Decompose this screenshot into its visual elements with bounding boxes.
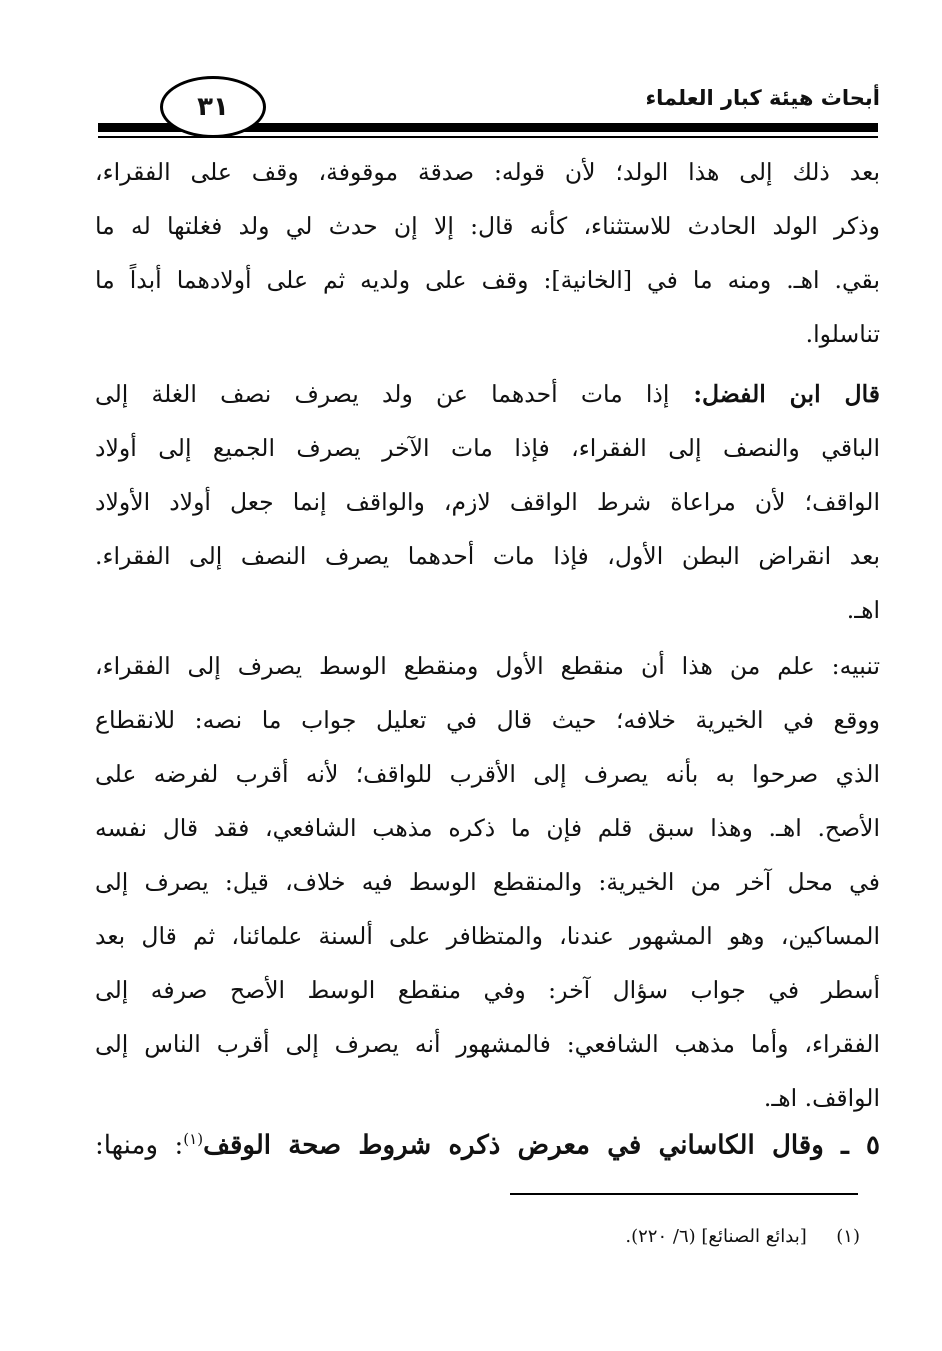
text-line: بقي. اهـ. ومنه ما في [الخانية]: وقف على ولديه ثم على أولادهما أبداً ما — [95, 266, 880, 294]
footnote-reference: (١) — [183, 1130, 204, 1148]
text-line: الواقف؛ لأن مراعاة شرط الواقف لازم، والواقف إنما جعل أولاد الأولاد — [95, 488, 880, 516]
page-number-text: ٣١ — [197, 92, 229, 122]
text-line: أسطر في جواب سؤال آخر: وفي منقطع الوسط الأصح صرفه إلى — [95, 976, 880, 1004]
text-line: تناسلوا. — [805, 320, 880, 348]
text-line: وذكر الولد الحادث للاستثناء، كأنه قال: إلا إن حدث لي ولد فغلتها له ما — [95, 212, 880, 240]
text-line: الذي صرحوا به بأنه يصرف إلى الأقرب للواقف؛ لأنه أقرب لفرضه على — [95, 760, 880, 788]
page-number — [160, 76, 266, 138]
footnote-text: [بدائع الصنائع] (٦/ ٢٢٠). — [625, 1226, 807, 1247]
section-heading — [95, 1130, 880, 1162]
heading-tail: : ومنها: — [95, 1130, 184, 1161]
text-line: بعد انقراض البطن الأول، فإذا مات أحدهما يصرف النصف إلى الفقراء. — [95, 542, 880, 570]
text-line: بعد ذلك إلى هذا الولد؛ لأن قوله: صدقة موقوفة، وقف على الفقراء، — [95, 158, 880, 186]
text-line: تنبيه: علم من هذا أن منقطع الأول ومنقطع الوسط يصرف إلى الفقراء، — [95, 652, 880, 680]
footnote-marker: (١) — [836, 1226, 860, 1247]
text-line: الباقي والنصف إلى الفقراء، فإذا مات الآخر يصرف الجميع إلى أولاد — [95, 434, 880, 462]
text-line — [95, 380, 880, 408]
text-line: اهـ. — [846, 596, 880, 624]
footnote — [625, 1226, 860, 1247]
text-line-body: إذا مات أحدهما عن ولد يصرف نصف الغلة إلى — [95, 380, 670, 408]
text-line: المساكين، وهو المشهور عندنا، والمتظافر على ألسنة علمائنا، ثم قال بعد — [95, 922, 880, 950]
running-title: أبحاث هيئة كبار العلماء — [645, 86, 880, 110]
speaker-lead: قال ابن الفضل: — [669, 380, 880, 408]
heading-text: ٥ ـ وقال الكاساني في معرض ذكره شروط صحة الوقف — [203, 1130, 880, 1161]
text-line: الفقراء، وأما مذهب الشافعي: فالمشهور أنه يصرف إلى أقرب الناس إلى — [95, 1030, 880, 1058]
text-line: ووقع في الخيرية خلافه؛ حيث قال في تعليل جواب ما نصه: للانقطاع — [95, 706, 880, 734]
text-line: الأصح. اهـ. وهذا سبق قلم فإن ما ذكره مذهب الشافعي، فقد قال نفسه — [95, 814, 880, 842]
footnote-rule — [510, 1193, 858, 1195]
text-line: في محل آخر من الخيرية: والمنقطع الوسط فيه خلاف، قيل: يصرف إلى — [95, 868, 880, 896]
text-line: الواقف. اهـ. — [763, 1084, 880, 1112]
